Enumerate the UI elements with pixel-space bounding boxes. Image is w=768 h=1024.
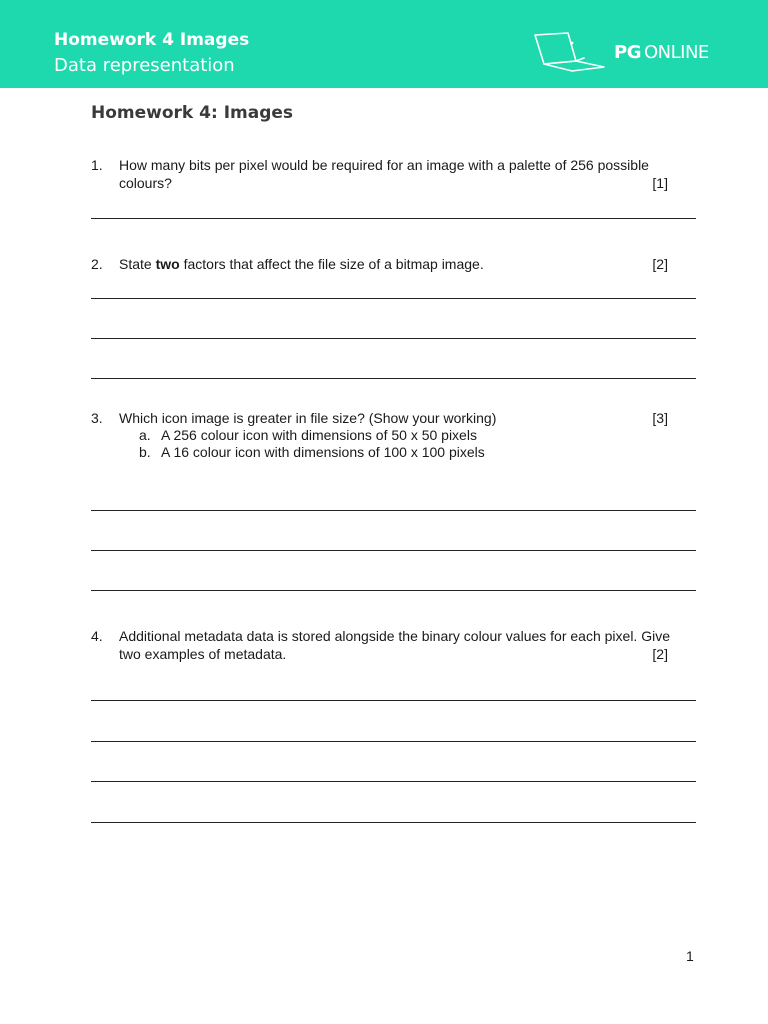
laptop-icon <box>532 31 610 75</box>
sub-question-label: a. <box>139 427 151 443</box>
question-text: How many bits per pixel would be required for an image with a palette of 256 possible <box>119 157 649 173</box>
brand-logo <box>614 42 709 63</box>
question-text-cont <box>119 174 668 192</box>
answer-line[interactable] <box>91 298 696 299</box>
answer-line[interactable] <box>91 338 696 339</box>
brand-logo-light: ONLINE <box>643 42 709 63</box>
banner-subtitle: Data representation <box>54 55 235 76</box>
question-number: 4. <box>91 628 103 644</box>
answer-line[interactable] <box>91 590 696 591</box>
question-4 <box>91 627 668 663</box>
marks-label: [3] <box>652 410 668 426</box>
question-3 <box>91 409 668 463</box>
banner-title: Homework 4 Images <box>54 30 250 50</box>
document-heading: Homework 4: Images <box>91 103 294 123</box>
answer-line[interactable] <box>91 781 696 782</box>
answer-line[interactable] <box>91 550 696 551</box>
question-text-suffix: factors that affect the file size of a bitmap image. <box>179 256 484 272</box>
question-1 <box>91 156 668 192</box>
marks-label: [1] <box>652 175 668 191</box>
marks-label: [2] <box>652 256 668 272</box>
question-text-prefix: State <box>119 256 156 272</box>
question-text-line2: colours? <box>119 175 172 191</box>
sub-question-text: A 16 colour icon with dimensions of 100 x 100 pixels <box>161 444 485 460</box>
question-text-line1: Which icon image is greater in file size? (Show your working) <box>119 410 497 426</box>
page-number: 1 <box>686 948 694 964</box>
answer-line[interactable] <box>91 218 696 219</box>
question-2 <box>91 255 668 273</box>
question-text-line2: two examples of metadata. <box>119 646 287 662</box>
brand-logo-bold: PG <box>614 42 641 63</box>
sub-question-label: b. <box>139 444 151 460</box>
answer-line[interactable] <box>91 378 696 379</box>
question-text-cont <box>119 645 668 663</box>
question-number: 3. <box>91 410 103 426</box>
answer-line[interactable] <box>91 510 696 511</box>
answer-line[interactable] <box>91 741 696 742</box>
question-number: 1. <box>91 157 103 173</box>
question-number: 2. <box>91 256 103 272</box>
question-text <box>119 409 668 427</box>
question-text <box>119 255 668 273</box>
sub-question-a <box>119 427 668 444</box>
sub-question-text: A 256 colour icon with dimensions of 50 x 50 pixels <box>161 427 477 443</box>
answer-line[interactable] <box>91 822 696 823</box>
question-text: Additional metadata data is stored alongside the binary colour values for each pixel. Give <box>119 628 670 644</box>
question-text-emphasis: two <box>155 256 180 272</box>
sub-question-b <box>119 444 668 461</box>
marks-label: [2] <box>652 646 668 662</box>
answer-line[interactable] <box>91 700 696 701</box>
header-banner <box>0 0 768 88</box>
